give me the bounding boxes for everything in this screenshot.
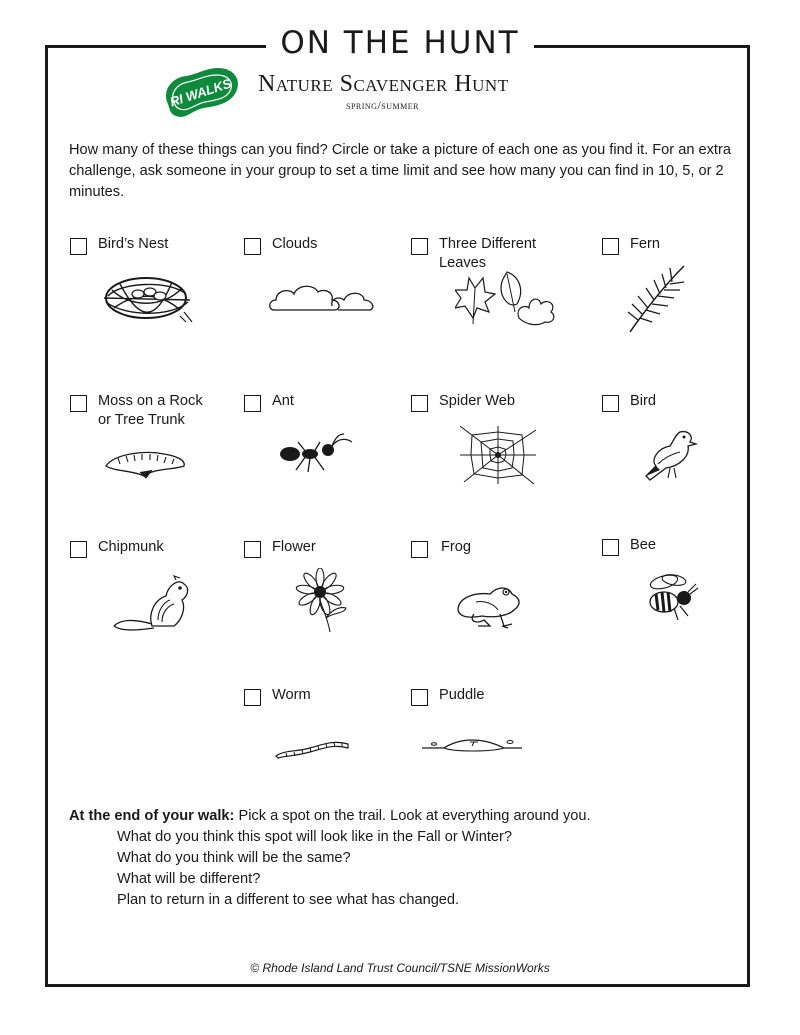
closing-text: Pick a spot on the trail. Look at everything around you. bbox=[234, 808, 591, 824]
item-label: Flower bbox=[272, 539, 316, 555]
banner-title: ON THE HUNT bbox=[266, 25, 533, 61]
chipmunk-icon bbox=[112, 574, 192, 632]
frog-icon bbox=[454, 582, 526, 630]
logo-text: RI WALKS bbox=[167, 75, 234, 110]
checkbox[interactable] bbox=[244, 395, 261, 412]
worksheet-title bbox=[258, 70, 548, 112]
checkbox[interactable] bbox=[602, 395, 619, 412]
item-label: Bird bbox=[630, 393, 656, 409]
moss-icon bbox=[104, 444, 188, 480]
title-text: Nature Scavenger Hunt bbox=[258, 71, 509, 97]
checkbox[interactable] bbox=[411, 541, 428, 558]
item-label: Clouds bbox=[272, 236, 318, 252]
ant-icon bbox=[278, 432, 354, 474]
closing-intro bbox=[69, 806, 749, 827]
item-label: Three Different Leaves bbox=[439, 236, 537, 271]
question-3: What will be different? bbox=[117, 871, 261, 887]
checkbox[interactable] bbox=[70, 238, 87, 255]
item-label: Frog bbox=[441, 539, 472, 555]
checkbox[interactable] bbox=[411, 238, 428, 255]
worm-icon bbox=[272, 736, 352, 760]
fern-icon bbox=[624, 262, 690, 334]
copyright-footer: © Rhode Island Land Trust Council/TSNE MissionWorks bbox=[250, 961, 550, 975]
clouds-icon bbox=[268, 280, 380, 316]
season-text: spring/summer bbox=[346, 98, 419, 112]
item-label: Bird’s Nest bbox=[98, 236, 169, 252]
item-label: Ant bbox=[272, 393, 294, 409]
item-label: Fern bbox=[630, 236, 661, 252]
question-1: What do you think this spot will look like in the Fall or Winter? bbox=[117, 829, 513, 845]
checkbox[interactable] bbox=[244, 238, 261, 255]
item-label: Moss on a Rock or Tree Trunk bbox=[98, 393, 203, 428]
checkbox[interactable] bbox=[411, 689, 428, 706]
bird-icon bbox=[636, 426, 698, 484]
item-label: Puddle bbox=[439, 687, 485, 703]
checkbox[interactable] bbox=[70, 541, 87, 558]
checkbox[interactable] bbox=[244, 689, 261, 706]
ri-walks-logo bbox=[160, 64, 242, 122]
checkbox[interactable] bbox=[411, 395, 428, 412]
leaves-icon bbox=[455, 268, 559, 326]
item-label: Spider Web bbox=[439, 393, 515, 409]
checkbox[interactable] bbox=[244, 541, 261, 558]
question-4: Plan to return in a different to see what has changed. bbox=[117, 892, 460, 908]
nest-icon bbox=[100, 272, 194, 324]
checkbox[interactable] bbox=[602, 238, 619, 255]
question-2: What do you think will be the same? bbox=[117, 850, 351, 866]
puddle-icon bbox=[420, 732, 524, 756]
bee-icon bbox=[644, 572, 700, 624]
banner bbox=[0, 24, 800, 62]
closing-section bbox=[69, 806, 749, 911]
intro-paragraph: How many of these things can you find? Circle or take a picture of each one as you find it. For an extra challenge, ask someone in your group to set a time limit and see how many you can find in 10, 5, or 2 minutes. bbox=[69, 142, 731, 200]
item-label: Bee bbox=[630, 537, 656, 553]
spider-web-icon bbox=[460, 426, 536, 484]
item-label: Chipmunk bbox=[98, 539, 164, 555]
checkbox[interactable] bbox=[70, 395, 87, 412]
flower-icon bbox=[292, 568, 350, 634]
checkbox[interactable] bbox=[602, 539, 619, 556]
closing-lead: At the end of your walk: bbox=[69, 808, 235, 824]
item-label: Worm bbox=[272, 687, 311, 703]
